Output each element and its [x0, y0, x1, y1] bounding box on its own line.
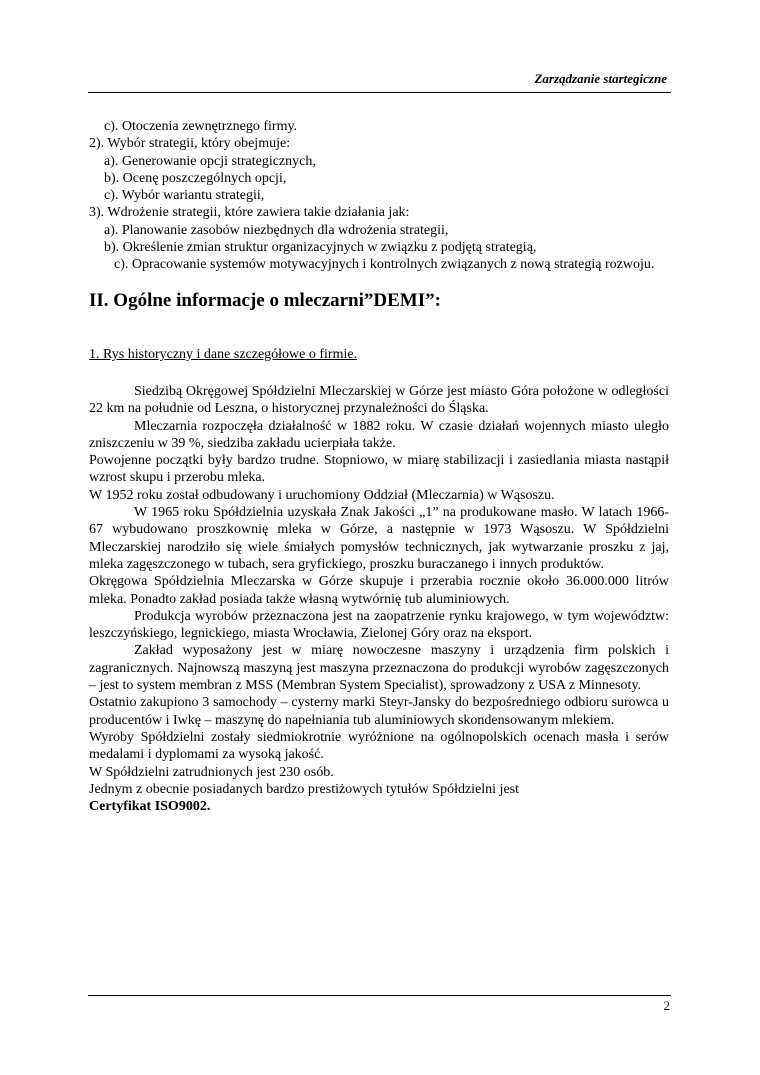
running-header-title: Zarządzanie startegiczne [534, 71, 667, 86]
list-item: 2). Wybór strategii, który obejmuje: [89, 136, 291, 152]
page-body [89, 118, 669, 815]
paragraph: Zakład wyposażony jest w miarę nowoczesne maszyny i urządzenia firm polskich i zagranicznych. Najnowszą maszyną jest maszyna przeznaczona do produkcji wyrobów zagęszczonych – jest to system membran z MSS (Membran System Specialist), sprowadzony z USA z Minnesoty. [89, 643, 669, 694]
paragraph: W 1952 roku został odbudowany i uruchomiony Oddział (Mleczarnia) w Wąsoszu. [89, 487, 555, 503]
paragraph: Jednym z obecnie posiadanych bardzo prestiżowych tytułów Spółdzielni jest [89, 781, 520, 797]
list-item: c). Otoczenia zewnętrznego firmy. [104, 119, 298, 134]
certificate-title: Certyfikat ISO9002. [89, 799, 211, 815]
subsection-heading: 1. Rys historyczny i dane szczegółowe o firmie. [89, 346, 358, 362]
list-item: a). Generowanie opcji strategicznych, [104, 153, 316, 169]
list-item: b). Ocenę poszczególnych opcji, [104, 170, 287, 186]
section-heading: II. Ogólne informacje o mleczarni”DEMI”: [89, 289, 441, 311]
list-item: a). Planowanie zasobów niezbędnych dla wdrożenia strategii, [104, 222, 449, 238]
paragraph: Ostatnio zakupiono 3 samochody – cysterny marki Steyr-Jansky do bezpośredniego odbioru surowca u producentów i Iwkę – maszynę do napełniania tub aluminiowych skondensowanym mlekiem. [89, 695, 669, 728]
header-rule [88, 92, 671, 93]
footer-rule [88, 995, 671, 996]
paragraph: Produkcja wyrobów przeznaczona jest na zaopatrzenie rynku krajowego, w tym województw: leszczyńskiego, legnickiego, miasta Wrocławia, Zielonej Góry oraz na eksport. [89, 608, 669, 642]
list-item: b). Określenie zmian struktur organizacyjnych w związku z podjętą strategią, [104, 240, 537, 256]
paragraph: Mleczarnia rozpoczęła działalność w 1882 roku. W czasie działań wojennych miasto uległo zniszczeniu w 39 %, siedziba zakładu ucierpiała także. [89, 418, 669, 451]
paragraph: Okręgowa Spółdzielnia Mleczarska w Górze skupuje i przerabia rocznie około 36.000.000 litrów mleka. Ponadto zakład posiada także własną wytwórnię tub aluminiowych. [89, 574, 669, 607]
list-item: c). Opracowanie systemów motywacyjnych i kontrolnych związanych z nową strategią rozwoju. [114, 257, 655, 273]
list-item: 3). Wdrożenie strategii, które zawiera takie działania jak: [89, 205, 410, 221]
paragraph: Powojenne początki były bardzo trudne. Stopniowo, w miarę stabilizacji i zasiedlania miasta nastąpił wzrost skupu i przerobu mleka. [89, 453, 669, 486]
paragraph: W 1965 roku Spółdzielnia uzyskała Znak Jakości „1” na produkowane masło. W latach 1966-67 wybudowano proszkownię mleka w Górze, a następnie w 1973 Wąsoszu. W Spółdzielni Mleczarskiej narodziło się wiele śmiałych pomysłów technicznych, jak wytwarzanie proszku z jaj, mleka zagęszczonego w tubach, sera gryfickiego, proszku buraczanego i innych produktów. [89, 505, 669, 572]
paragraph: Wyroby Spółdzielni zostały siedmiokrotnie wyróżnione na ogólnopolskich ocenach masła i serów medalami i dyplomami za wysoką jakość. [89, 729, 669, 763]
list-item: c). Wybór wariantu strategii, [104, 188, 265, 204]
page-number: 2 [663, 998, 670, 1013]
paragraph: W Spółdzielni zatrudnionych jest 230 osób. [89, 764, 334, 780]
paragraph: Siedzibą Okręgowej Spółdzielni Mleczarskiej w Górze jest miasto Góra położone w odległości 22 km na południe od Leszna, o historycznej przynależności do Śląska. [89, 383, 669, 417]
